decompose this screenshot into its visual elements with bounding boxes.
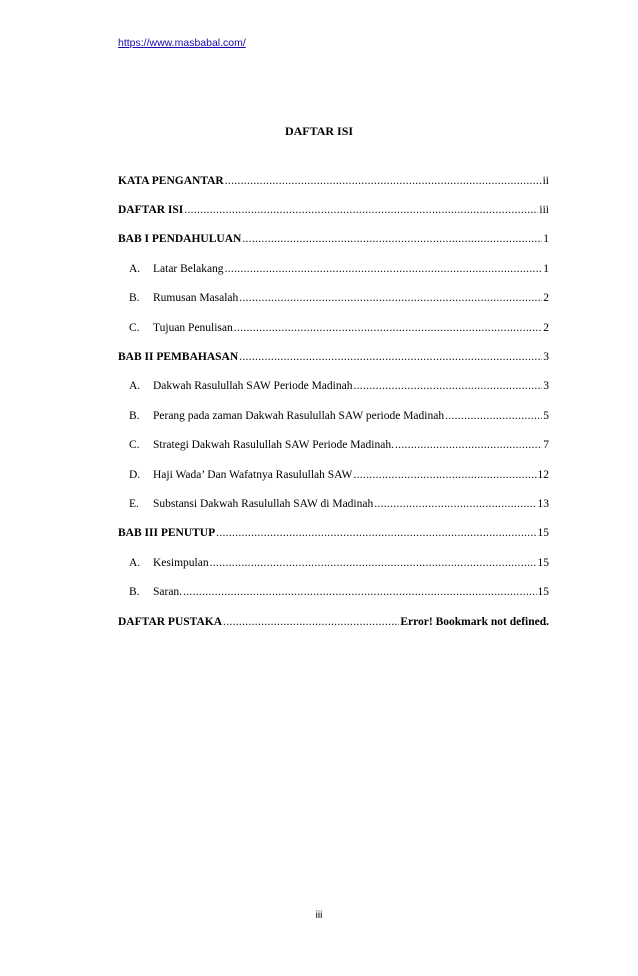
toc-dot-leader xyxy=(353,379,542,393)
toc-entry-label: Strategi Dakwah Rasulullah SAW Periode Madinah. xyxy=(153,439,394,452)
toc-entry-page: Error! Bookmark not defined. xyxy=(400,615,549,628)
toc-entry[interactable] xyxy=(118,489,549,518)
toc-entry-page: 1 xyxy=(543,262,549,275)
toc-entry-label: DAFTAR PUSTAKA xyxy=(118,615,223,628)
toc-entry-page: 13 xyxy=(537,497,549,510)
toc-entry-label: Tujuan Penulisan xyxy=(153,321,233,334)
toc-entry-letter: A. xyxy=(129,262,141,275)
toc-dot-leader xyxy=(374,497,536,511)
toc-entry[interactable] xyxy=(118,195,549,224)
toc-entry-letter: A. xyxy=(129,556,141,569)
toc-entry-letter: C. xyxy=(129,321,140,334)
table-of-contents xyxy=(118,166,549,636)
footer-page-number: iii xyxy=(315,910,323,921)
toc-dot-leader xyxy=(184,203,538,217)
header-url-link[interactable]: https://www.masbabal.com/ xyxy=(118,37,246,49)
toc-entry-letter: B. xyxy=(129,586,140,599)
toc-entry-label: Rumusan Masalah xyxy=(153,292,239,305)
toc-dot-leader xyxy=(216,526,536,540)
toc-entry-page: ii xyxy=(542,174,549,187)
toc-entry[interactable] xyxy=(118,548,549,577)
toc-entry[interactable] xyxy=(118,313,549,342)
toc-entry[interactable] xyxy=(118,519,549,548)
toc-entry-label: Latar Belakang xyxy=(153,262,224,275)
toc-entry-label: KATA PENGANTAR xyxy=(118,174,224,187)
toc-entry-label: Perang pada zaman Dakwah Rasulullah SAW periode Madinah xyxy=(153,409,445,422)
toc-entry-letter: C. xyxy=(129,439,140,452)
toc-entry-label: Saran. xyxy=(153,586,183,599)
toc-entry-letter: A. xyxy=(129,380,141,393)
toc-entry[interactable] xyxy=(118,342,549,371)
toc-entry-page: 5 xyxy=(543,409,549,422)
toc-entry-letter: D. xyxy=(129,468,141,481)
toc-entry-page: 1 xyxy=(543,233,549,246)
toc-entry-letter: B. xyxy=(129,292,140,305)
toc-entry[interactable] xyxy=(118,577,549,606)
toc-entry-label: DAFTAR ISI xyxy=(118,204,184,217)
toc-entry-label: Dakwah Rasulullah SAW Periode Madinah xyxy=(153,380,353,393)
toc-entry[interactable] xyxy=(118,284,549,313)
toc-entry[interactable] xyxy=(118,372,549,401)
toc-dot-leader xyxy=(395,438,542,452)
toc-entry-page: 7 xyxy=(543,439,549,452)
toc-entry-letter: E. xyxy=(129,497,139,510)
page-title: DAFTAR ISI xyxy=(284,124,354,138)
toc-dot-leader xyxy=(225,174,542,188)
toc-dot-leader xyxy=(223,615,399,629)
toc-dot-leader xyxy=(183,585,536,599)
toc-dot-leader xyxy=(225,262,543,276)
toc-entry-label: Kesimpulan xyxy=(153,556,209,569)
toc-entry-page: 2 xyxy=(543,321,549,334)
toc-entry-label: Substansi Dakwah Rasulullah SAW di Madinah xyxy=(153,497,374,510)
toc-entry-page: iii xyxy=(539,204,549,217)
toc-entry[interactable] xyxy=(118,401,549,430)
toc-entry[interactable] xyxy=(118,225,549,254)
toc-dot-leader xyxy=(242,232,542,246)
toc-entry-label: Haji Wada’ Dan Wafatnya Rasulullah SAW xyxy=(153,468,353,481)
toc-dot-leader xyxy=(239,350,542,364)
toc-entry-page: 12 xyxy=(537,468,549,481)
toc-entry[interactable] xyxy=(118,607,549,636)
toc-entry-label: BAB II PEMBAHASAN xyxy=(118,351,239,364)
toc-dot-leader xyxy=(239,291,542,305)
toc-entry-label: BAB I PENDAHULUAN xyxy=(118,233,242,246)
toc-entry[interactable] xyxy=(118,431,549,460)
toc-entry-page: 15 xyxy=(537,586,549,599)
toc-entry[interactable] xyxy=(118,166,549,195)
toc-entry-page: 3 xyxy=(543,380,549,393)
toc-dot-leader xyxy=(353,468,536,482)
toc-entry[interactable] xyxy=(118,460,549,489)
toc-entry[interactable] xyxy=(118,254,549,283)
toc-entry-page: 15 xyxy=(537,527,549,540)
toc-entry-page: 2 xyxy=(543,292,549,305)
toc-dot-leader xyxy=(445,409,542,423)
toc-entry-page: 15 xyxy=(537,556,549,569)
toc-entry-letter: B. xyxy=(129,409,140,422)
toc-dot-leader xyxy=(210,556,537,570)
toc-entry-label: BAB III PENUTUP xyxy=(118,527,216,540)
toc-entry-page: 3 xyxy=(543,351,549,364)
toc-dot-leader xyxy=(234,321,542,335)
